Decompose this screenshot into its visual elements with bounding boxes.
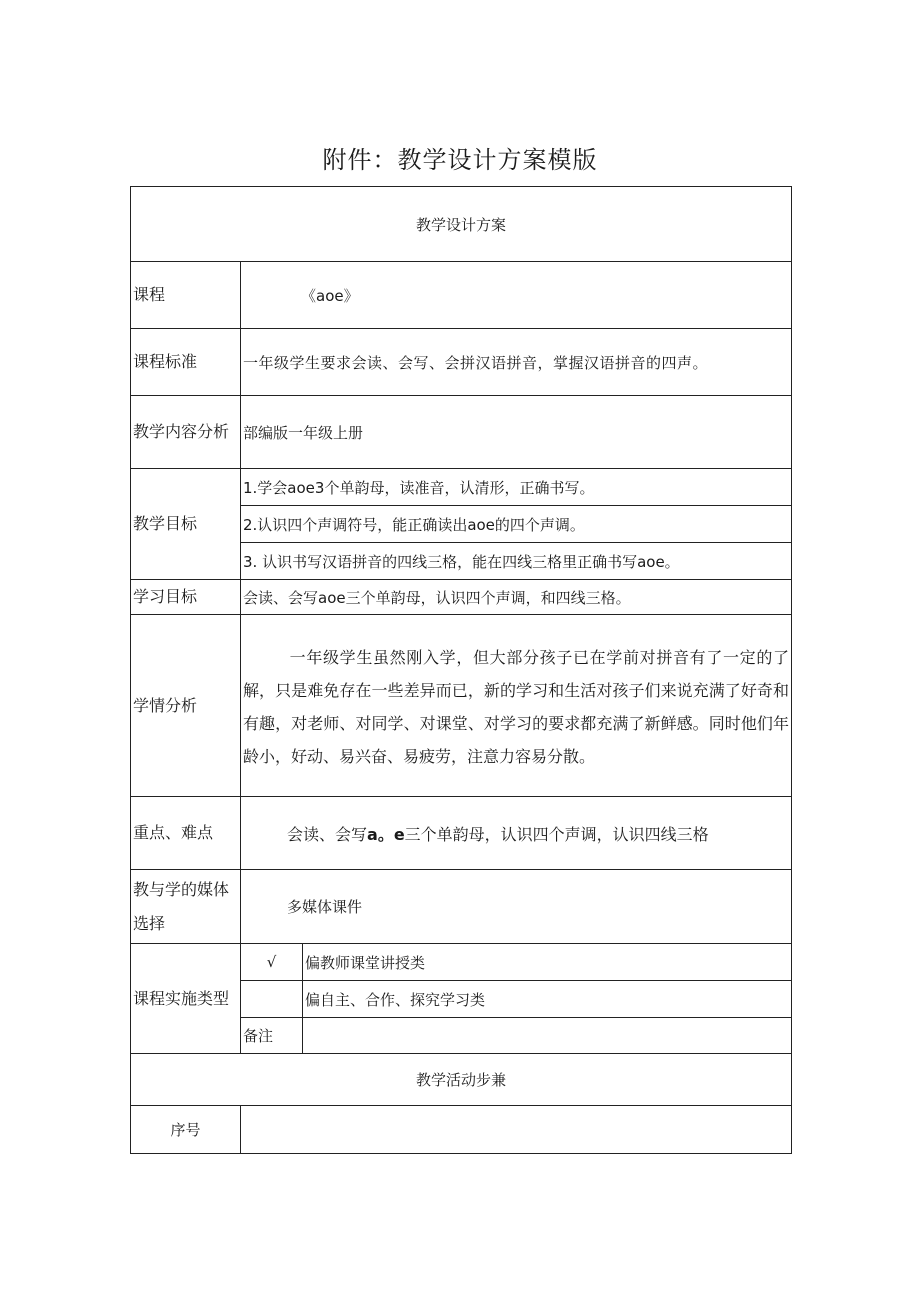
standard-value: 一年级学生要求会读、会写、会拼汉语拼音，掌握汉语拼音的四声。 [241, 329, 792, 396]
media-value: 多媒体课件 [241, 870, 792, 944]
key-points-bold: a。e [367, 824, 405, 844]
table-header: 教学设计方案 [131, 187, 792, 262]
key-points-label: 重点、难点 [131, 797, 241, 870]
activity-header: 教学活动步兼 [131, 1054, 792, 1106]
course-type-row [131, 944, 792, 981]
learning-goals-row [131, 580, 792, 615]
key-points-suffix: 三个单韵母，认识四个声调，认识四线三格 [404, 824, 709, 844]
learner-analysis-label: 学情分析 [131, 615, 241, 797]
activity-header-row [131, 1054, 792, 1106]
course-row [131, 262, 792, 329]
course-type-label: 课程实施类型 [131, 944, 241, 1054]
key-points-value [241, 797, 792, 870]
content-analysis-label: 教学内容分析 [131, 396, 241, 469]
course-type-check-1: √ [241, 944, 303, 981]
course-label: 课程 [131, 262, 241, 329]
teaching-goal-row [131, 469, 792, 506]
content-analysis-row [131, 396, 792, 469]
page-title: 附件：教学设计方案模版 [322, 146, 598, 174]
table-header-row [131, 187, 792, 262]
course-type-option-1: 偏教师课堂讲授类 [303, 944, 792, 981]
key-points-row [131, 797, 792, 870]
media-row [131, 870, 792, 944]
course-type-option-2: 偏自主、合作、探究学习类 [303, 981, 792, 1018]
standard-label: 课程标准 [131, 329, 241, 396]
teaching-design-table [130, 186, 792, 1154]
learning-goals-value: 会读、会写aoe三个单韵母，认识四个声调，和四线三格。 [241, 580, 792, 615]
course-value: 《aoe》 [241, 262, 792, 329]
learning-goals-label: 学习目标 [131, 580, 241, 615]
standard-row [131, 329, 792, 396]
teaching-goal-1: 1.学会aoe3个单韵母，读准音，认清形，正确书写。 [241, 469, 792, 506]
teaching-goal-2: 2.认识四个声调符号，能正确读出aoe的四个声调。 [241, 506, 792, 543]
learner-analysis-row [131, 615, 792, 797]
note-label: 备注 [241, 1018, 303, 1054]
learner-analysis-text: 一年级学生虽然刚入学，但大部分孩子已在学前对拼音有了一定的了解，只是难免存在一些差异而已，新的学习和生活对孩子们来说充满了好奇和有趣，对老师、对同学、对课堂、对学习的要求都充满了新鲜感。同时他们年龄小，好动、易兴奋、易疲劳，注意力容易分散。 [243, 647, 789, 766]
content-analysis-value: 部编版一年级上册 [241, 396, 792, 469]
course-type-check-2 [241, 981, 303, 1018]
media-label: 教与学的媒体选择 [131, 870, 241, 944]
teaching-goal-3: 3. 认识书写汉语拼音的四线三格，能在四线三格里正确书写aoe。 [241, 543, 792, 580]
note-value [303, 1018, 792, 1054]
seq-label: 序号 [131, 1106, 241, 1154]
seq-row [131, 1106, 792, 1154]
learner-analysis-value [241, 615, 792, 797]
key-points-prefix: 会读、会写 [287, 824, 368, 844]
seq-value [241, 1106, 792, 1154]
teaching-goals-label: 教学目标 [131, 469, 241, 580]
